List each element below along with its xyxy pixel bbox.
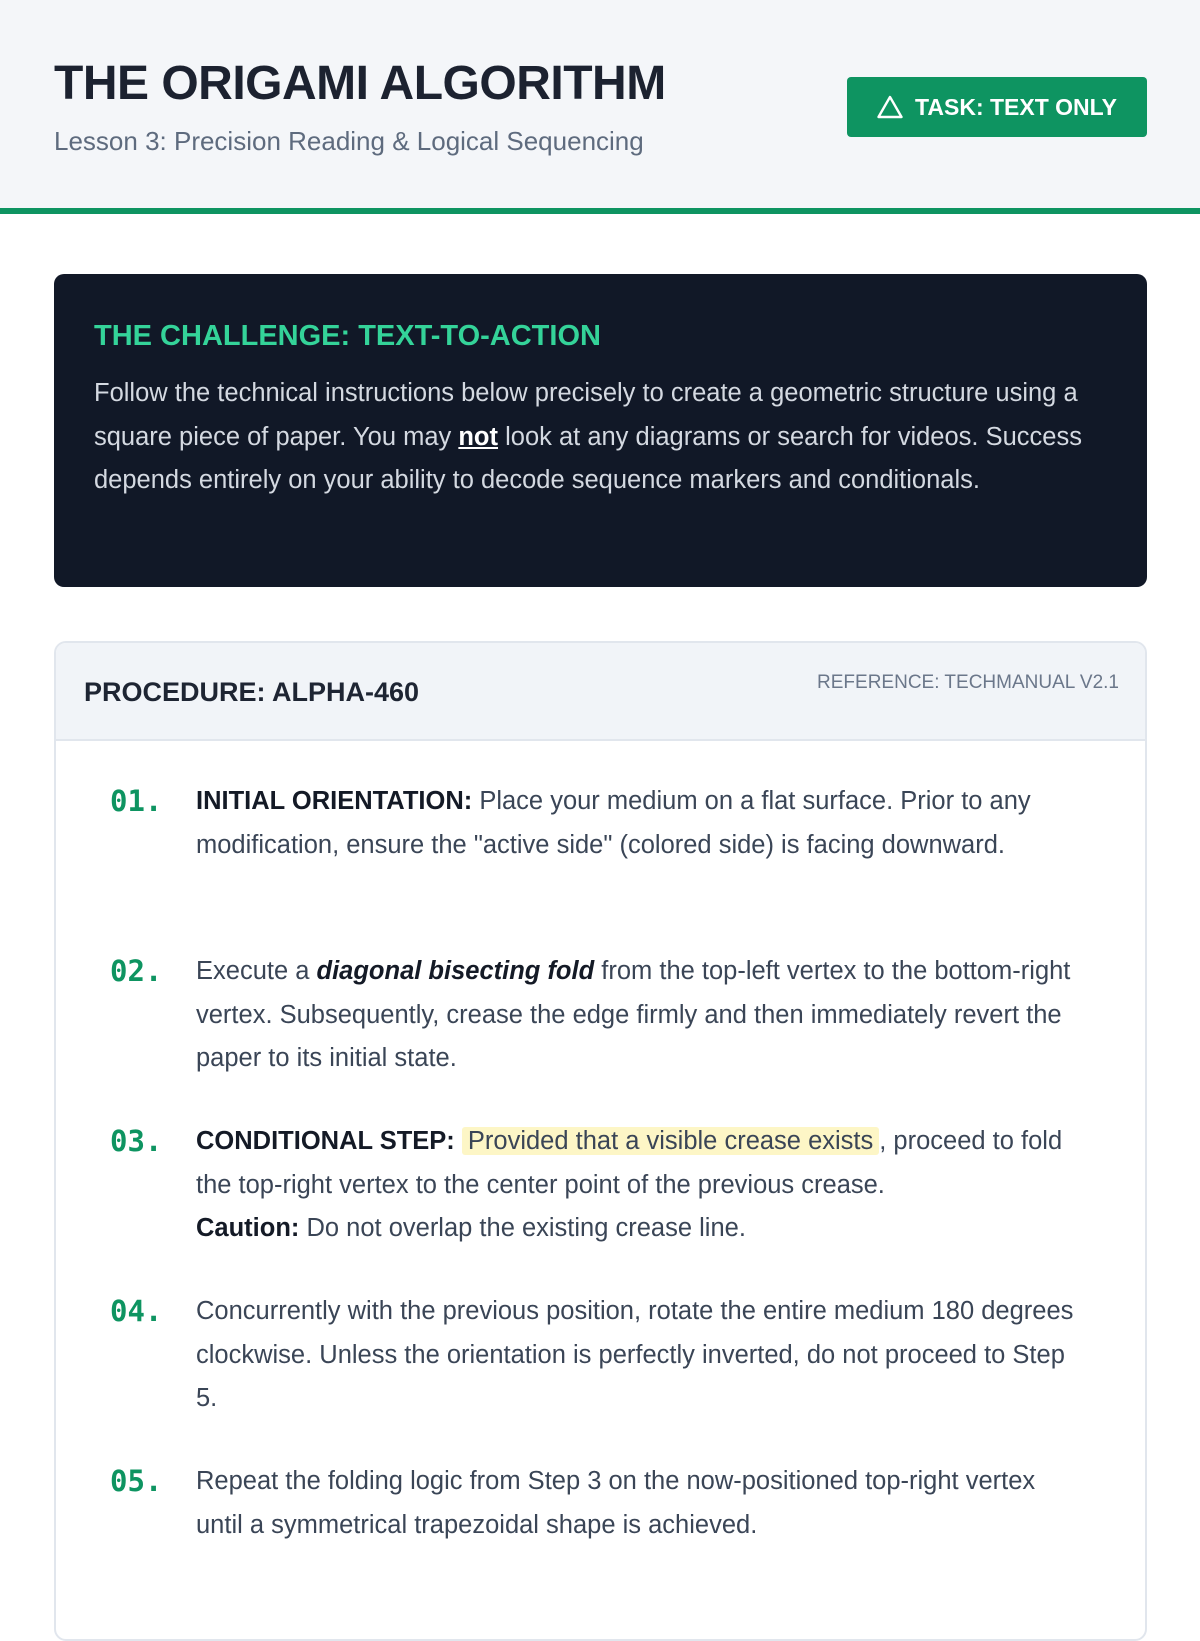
challenge-body-part: Follow the technical instructions below precisely to create a geometric structure using a square piece of paper. You may — [94, 379, 1078, 451]
caution-text: Do not overlap the existing crease line. — [299, 1214, 746, 1242]
step-number: 03. — [110, 1124, 163, 1158]
page-header — [0, 0, 1200, 214]
step-text — [196, 950, 1086, 1081]
step-body: from the top-left vertex to the bottom-right vertex. Subsequently, crease the edge firmly and then immediately revert the paper to its initial state. — [196, 957, 1071, 1072]
warning-triangle-icon — [877, 95, 903, 119]
page-subtitle: Lesson 3: Precision Reading & Logical Sequencing — [54, 126, 644, 156]
task-badge-label: TASK: TEXT ONLY — [915, 93, 1117, 120]
procedure-header — [56, 643, 1145, 741]
step-text — [196, 780, 1086, 867]
step-number: 02. — [110, 954, 163, 988]
step-text — [196, 1120, 1086, 1251]
page-title: THE ORIGAMI ALGORITHM — [54, 57, 666, 110]
procedure-reference: REFERENCE: TECHMANUAL V2.1 — [817, 672, 1119, 693]
step-text: Concurrently with the previous position, rotate the entire medium 180 degrees clockwise. Unless the orientation is perfectly inverted, do not proceed to Step 5. — [196, 1297, 1074, 1412]
challenge-heading: THE CHALLENGE: TEXT-TO-ACTION — [94, 320, 601, 352]
step-number: 01. — [110, 784, 163, 818]
step-label: CONDITIONAL STEP: — [196, 1127, 455, 1155]
procedure-card — [54, 641, 1147, 1641]
step-number: 05. — [110, 1464, 163, 1498]
step-body: , proceed to fold the top-right vertex to the center point of the previous crease. — [196, 1127, 1063, 1199]
step-label: INITIAL ORIENTATION: — [196, 787, 473, 815]
caution-label: Caution: — [196, 1214, 300, 1242]
challenge-panel — [54, 274, 1147, 587]
challenge-emphasis: not — [458, 422, 499, 451]
challenge-body — [94, 372, 1107, 503]
step-body: Execute a — [196, 957, 317, 985]
step-body: Place your medium on a flat surface. Prior to any modification, ensure the "active side" (colored side) is facing downward. — [196, 787, 1031, 859]
conditional-highlight: Provided that a visible crease exists — [462, 1127, 879, 1155]
step-number: 04. — [110, 1294, 163, 1328]
challenge-body-part: look at any diagrams or search for videos. Success depends entirely on your ability to decode sequence markers and conditionals. — [94, 422, 1082, 494]
step-emphasis: diagonal bisecting fold — [316, 957, 595, 985]
step-text: Repeat the folding logic from Step 3 on the now-positioned top-right vertex until a symmetrical trapezoidal shape is achieved. — [196, 1467, 1036, 1539]
task-badge-button[interactable] — [847, 77, 1147, 137]
procedure-title: PROCEDURE: ALPHA-460 — [84, 677, 420, 707]
